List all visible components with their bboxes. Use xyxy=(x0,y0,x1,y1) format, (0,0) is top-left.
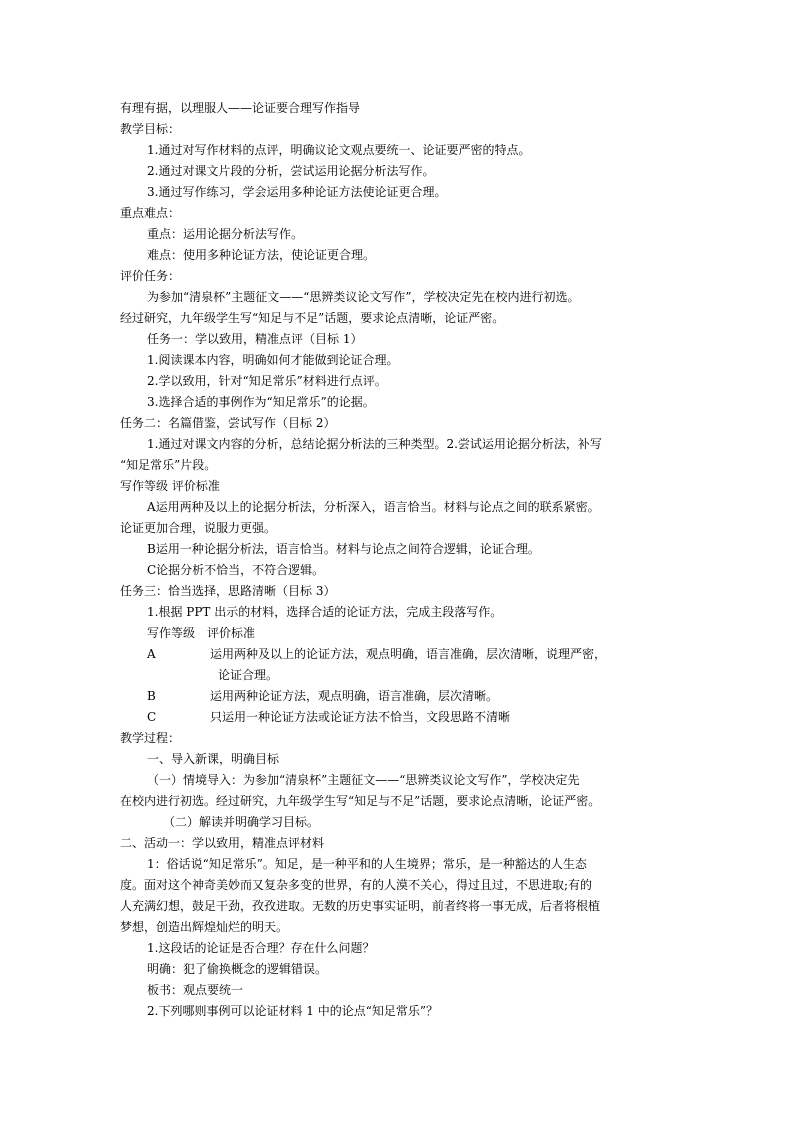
task-1-item-3: 3.选择合适的事例作为“知足常乐”的论据。 xyxy=(147,395,375,409)
goal-2: 2.通过对课文片段的分析，尝试运用论据分析法写作。 xyxy=(147,164,435,178)
task-3-row-a-desc-cont: 论证合理。 xyxy=(218,668,279,682)
material-1-line-3: 人充满幻想，鼓足干劲，孜孜进取。无数的历史事实证明，前者终将一事无成，后者将根植 xyxy=(120,899,601,913)
task-2-item-line-2: “知足常乐”片段。 xyxy=(120,458,217,472)
task-2-heading: 任务二：名篇借鉴，尝试写作（目标 2） xyxy=(120,416,336,430)
goal-3: 3.通过写作练习，学会运用多种论证方法使论证更合理。 xyxy=(147,185,447,199)
task-3-row-a-grade: A xyxy=(147,647,156,661)
task-3-row-c-desc: 只运用一种论证方法或论证方法不恰当，文段思路不清晰 xyxy=(210,710,511,724)
process-step-2: 二、活动一：学以致用，精准点评材料 xyxy=(120,836,325,850)
eval-paragraph-line-1: 为参加“清泉杯”主题征文——“思辨类议论文写作”，学校决定先在校内进行初选。 xyxy=(147,290,580,304)
question-1-board: 板书：观点要统一 xyxy=(147,983,244,997)
question-2: 2.下列哪则事例可以论证材料 1 中的论点“知足常乐”？ xyxy=(147,1004,438,1018)
material-1-line-2: 度。面对这个神奇美妙而又复杂多变的世界，有的人漠不关心，得过且过，不思进取;有的 xyxy=(120,878,593,892)
task-1-item-1: 1.阅读课本内容，明确如何才能做到论证合理。 xyxy=(147,353,399,367)
task-3-row-b-grade: B xyxy=(147,689,156,703)
process-step-1-1-line-1: （一）情境导入：为参加“清泉杯”主题征文——“思辨类议论文写作”，学校决定先 xyxy=(147,773,580,787)
material-1-line-1: 1：俗话说“知足常乐”。知足，是一种平和的人生境界；常乐，是一种豁达的人生态 xyxy=(147,857,587,871)
grade-b: B运用一种论据分析法，语言恰当。材料与论点之间符合逻辑，论证合理。 xyxy=(147,542,540,556)
task-3-heading: 任务三：恰当选择，思路清晰（目标 3） xyxy=(120,584,336,598)
hard-point: 难点：使用多种论证方法，使论证更合理。 xyxy=(147,248,376,262)
task-3-row-a-desc: 运用两种及以上的论证方法，观点明确，语言准确，层次清晰，说理严密， xyxy=(210,647,607,661)
material-1-line-4: 梦想，创造出辉煌灿烂的明天。 xyxy=(120,920,289,934)
grade-c: C论据分析不恰当，不符合逻辑。 xyxy=(147,563,325,577)
task-3-row-b xyxy=(0,686,680,707)
eval-heading: 评价任务： xyxy=(120,269,181,283)
key-heading: 重点难点： xyxy=(120,206,181,220)
task-3-row-b-desc: 运用两种论证方法，观点明确，语言准确，层次清晰。 xyxy=(210,689,499,703)
process-step-1-2: （二）解读并明确学习目标。 xyxy=(163,815,320,829)
task-1-heading: 任务一：学以致用，精准点评（目标 1） xyxy=(147,332,363,346)
goals-heading: 教学目标： xyxy=(120,122,181,136)
document-title: 有理有据，以理服人——论证要合理写作指导 xyxy=(120,101,361,115)
task-3-table-header: 写作等级 评价标准 xyxy=(147,626,256,640)
goal-1: 1.通过对写作材料的点评，明确议论文观点要统一、论证要严密的特点。 xyxy=(147,143,531,157)
task-3-item-1: 1.根据 PPT 出示的材料，选择合适的论证方法，完成主段落写作。 xyxy=(147,605,503,619)
task-1-item-2: 2.学以致用，针对“知足常乐”材料进行点评。 xyxy=(147,374,387,388)
process-step-1-1-line-2: 在校内进行初选。经过研究，九年级学生写“知足与不足”话题，要求论点清晰，论证严密。 xyxy=(120,794,601,808)
task-3-row-c xyxy=(0,707,680,728)
question-1-answer: 明确：犯了偷换概念的逻辑错误。 xyxy=(147,962,328,976)
grade-a-line-1: A运用两种及以上的论据分析法，分析深入，语言恰当。材料与论点之间的联系紧密。 xyxy=(147,500,600,514)
task-3-row-a xyxy=(0,644,680,665)
key-point: 重点：运用论据分析法写作。 xyxy=(147,227,304,241)
grade-heading: 写作等级 评价标准 xyxy=(120,479,220,493)
eval-paragraph-line-2: 经过研究，九年级学生写“知足与不足”话题，要求论点清晰，论证严密。 xyxy=(120,311,505,325)
question-1: 1.这段话的论证是否合理？存在什么问题？ xyxy=(147,941,375,955)
task-2-item-line-1: 1.通过对课文内容的分析，总结论据分析法的三种类型。2.尝试运用论据分析法，补写 xyxy=(147,437,602,451)
grade-a-line-2: 论证更加合理，说服力更强。 xyxy=(120,521,277,535)
task-3-row-c-grade: C xyxy=(147,710,157,724)
process-heading: 教学过程： xyxy=(120,731,181,745)
process-step-1: 一、导入新课，明确目标 xyxy=(147,752,280,766)
